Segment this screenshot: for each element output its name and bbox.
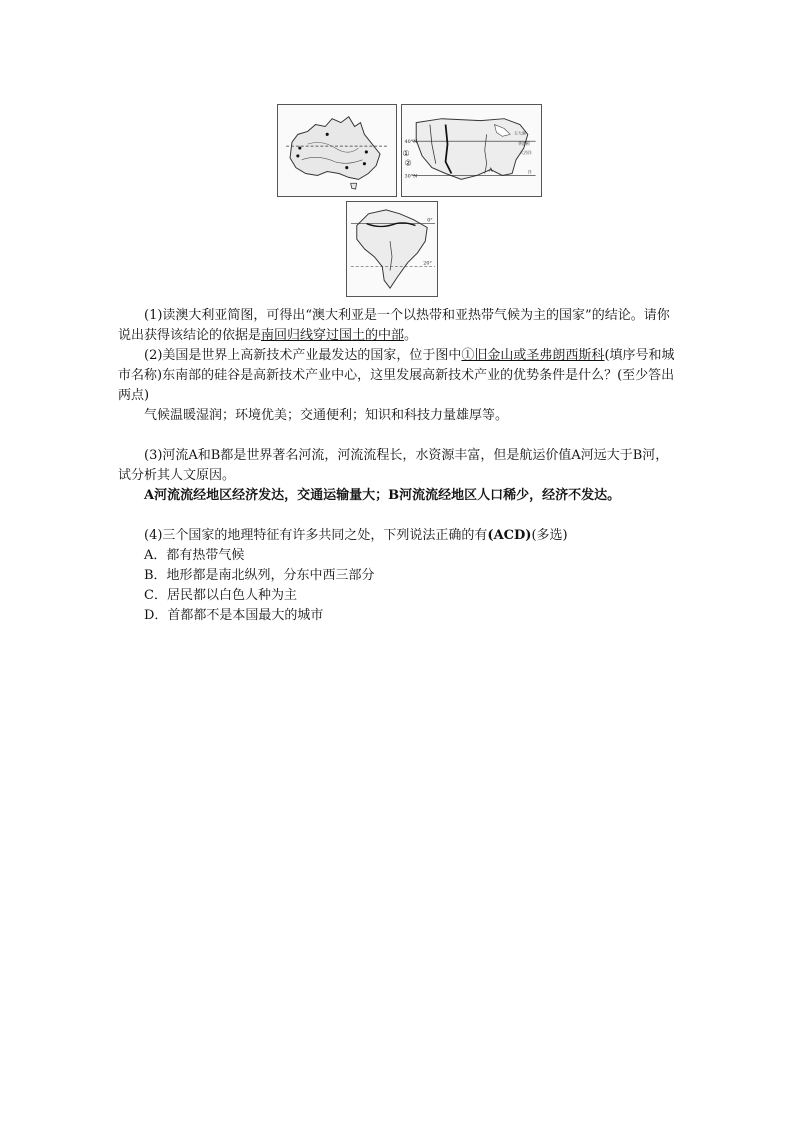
australia-map (277, 104, 397, 197)
question-1 (118, 306, 678, 346)
q4-text-b: (多选) (531, 528, 568, 543)
q2-text-a: (2)美国是世界上高新技术产业最发达的国家，位于图中 (144, 348, 462, 363)
q4-option-a: A．都有热带气候 (144, 548, 245, 563)
usa-label-washington: 华盛顿 (517, 141, 530, 147)
usa-marker-2: ② (404, 158, 412, 168)
q2-answer: ①旧金山或圣弗朗西斯科 (461, 348, 605, 363)
q2-text-b: (填序号和城市名称)东南部的硅谷是高新技术产业中心，这里发展高新技术产业的优势条件是什么？(至少答出两点) (118, 348, 675, 403)
brazil-lat-20: 20° (423, 260, 432, 267)
q1-answer: 南回归线穿过国土的中部 (261, 328, 405, 343)
spacer (118, 506, 678, 526)
question-2 (118, 346, 678, 406)
usa-label-gulf: 洋 (527, 169, 532, 175)
q3-response: A河流流经地区经济发达，交通运输量大；B河流流经地区人口稀少，经济不发达。 (144, 488, 621, 503)
brazil-map (346, 201, 438, 297)
q4-option-c: C．居民都以白色人种为主 (144, 588, 297, 603)
usa-map (401, 104, 542, 197)
q4-option-b: B．地形都是南北纵列，分东中西三部分 (144, 568, 375, 583)
question-3: (3)河流A和B都是世界著名河流，河流流程长，水资源丰富，但是航运价值A河远大于B河，试分析其人文原因。 (118, 448, 669, 483)
brazil-map-drawing (347, 202, 437, 296)
usa-marker-1: ① (402, 148, 410, 158)
usa-lat-40: 40°N (404, 139, 418, 146)
q4-answer: (ACD) (487, 528, 532, 543)
q4-text-a: (4)三个国家的地理特征有许多共同之处，下列说法正确的有 (144, 528, 488, 543)
spacer (118, 426, 678, 446)
q4-option-d: D．首都都不是本国最大的城市 (144, 608, 324, 623)
usa-river-a: A (488, 167, 493, 174)
q1-text-a: (1)读澳大利亚简图，可得出“澳大利亚是一个以热带和亚热带气候为主的国家”的结论。请你说出获得该结论的依据是 (118, 308, 670, 343)
q1-text-b: 。 (404, 328, 418, 343)
q2-response: 气候温暖湿润；环境优美；交通便利；知识和科技力量雄厚等。 (144, 408, 509, 423)
australia-map-drawing (278, 105, 396, 196)
question-body (118, 306, 678, 626)
brazil-lat-0: 0° (427, 217, 433, 224)
usa-label-atlantic: 大西洋 (519, 149, 532, 155)
usa-label-lake: 五大湖 (514, 130, 526, 136)
question-4 (118, 526, 678, 546)
usa-map-drawing (402, 105, 541, 196)
usa-lat-30: 30°N (404, 173, 418, 180)
